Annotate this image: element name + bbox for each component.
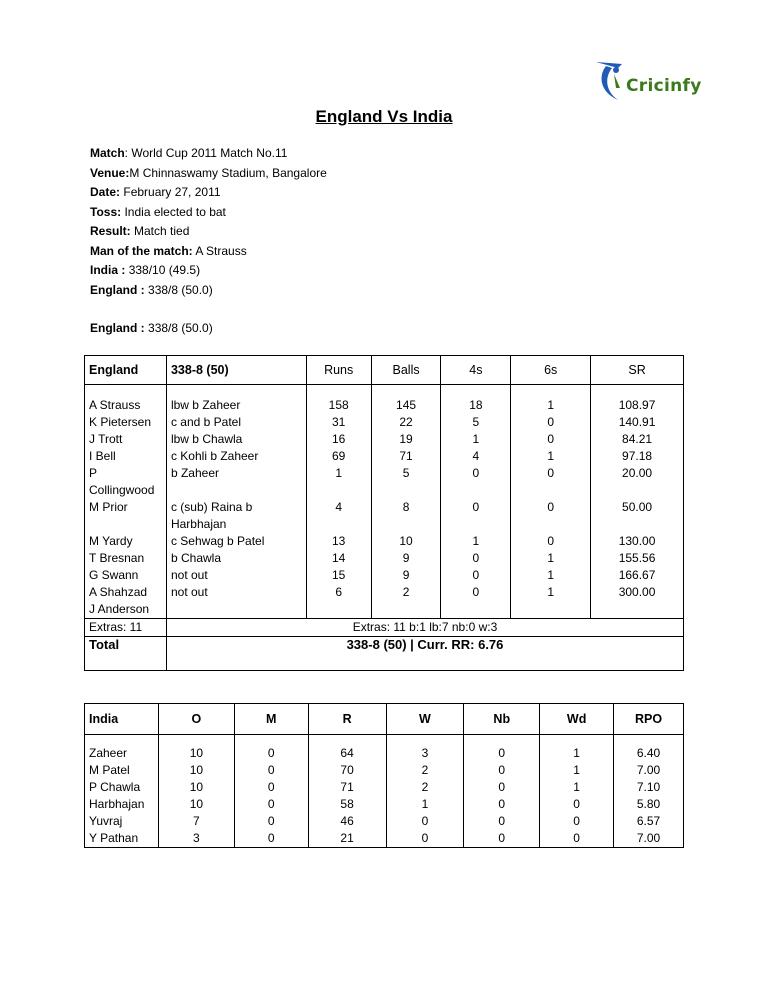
batting-row (85, 431, 684, 448)
col-header: Runs (306, 356, 371, 385)
strike-rate: 84.21 (591, 431, 684, 448)
balls: 145 (371, 397, 441, 414)
balls: 10 (371, 533, 441, 550)
batting-row (85, 414, 684, 431)
fours: 1 (441, 431, 511, 448)
runs-conceded: 46 (308, 813, 386, 830)
runs-conceded: 64 (308, 745, 386, 762)
meta-value: World Cup 2011 Match No.11 (131, 146, 288, 160)
batter-name: J Trott (85, 431, 167, 448)
batting-row (85, 550, 684, 567)
no-balls: 0 (464, 796, 540, 813)
meta-england-score (90, 281, 327, 301)
fours: 4 (441, 448, 511, 465)
batter-name: M Prior (85, 499, 167, 533)
batting-row (85, 601, 684, 619)
dismissal: not out (166, 567, 306, 584)
meta-label: Date: (90, 185, 121, 199)
sixes: 1 (511, 448, 591, 465)
meta-value: A Strauss (195, 243, 247, 258)
bowling-team: India (85, 704, 159, 735)
wides: 1 (540, 779, 614, 796)
maidens: 0 (234, 762, 308, 779)
sixes: 0 (511, 499, 591, 533)
runs: 69 (306, 448, 371, 465)
batting-team: England (85, 356, 167, 385)
bowling-header-row (85, 704, 684, 735)
balls: 22 (371, 414, 441, 431)
strike-rate: 108.97 (591, 397, 684, 414)
meta-india-score (90, 261, 327, 281)
dismissal: c Kohli b Zaheer (166, 448, 306, 465)
extras-row (85, 619, 684, 637)
balls: 2 (371, 584, 441, 601)
maidens: 0 (234, 830, 308, 848)
extras-label: Extras: 11 (85, 619, 167, 637)
fours: 0 (441, 550, 511, 567)
batting-row (85, 499, 684, 533)
fours: 5 (441, 414, 511, 431)
overs: 7 (158, 813, 234, 830)
batter-name: A Strauss (85, 397, 167, 414)
wickets: 2 (386, 779, 464, 796)
col-header: Balls (371, 356, 441, 385)
wides: 0 (540, 796, 614, 813)
fours: 0 (441, 584, 511, 601)
bowler-name: P Chawla (85, 779, 159, 796)
strike-rate: 300.00 (591, 584, 684, 601)
runs: 16 (306, 431, 371, 448)
wickets: 0 (386, 830, 464, 848)
dismissal: b Zaheer (166, 465, 306, 499)
sixes: 0 (511, 431, 591, 448)
rpo: 5.80 (614, 796, 684, 813)
dismissal: b Chawla (166, 550, 306, 567)
meta-date (90, 183, 327, 203)
logo-text: Cricinfy (626, 76, 702, 96)
batter-name: P Collingwood (85, 465, 167, 499)
wides: 1 (540, 762, 614, 779)
col-header: RPO (614, 704, 684, 735)
strike-rate: 166.67 (591, 567, 684, 584)
sixes: 0 (511, 414, 591, 431)
fours: 0 (441, 465, 511, 499)
maidens: 0 (234, 813, 308, 830)
col-header: 4s (441, 356, 511, 385)
innings-label: England : (90, 321, 145, 335)
sixes: 1 (511, 397, 591, 414)
batter-name: M Yardy (85, 533, 167, 550)
balls: 9 (371, 550, 441, 567)
no-balls: 0 (464, 779, 540, 796)
runs-conceded: 70 (308, 762, 386, 779)
meta-value: M Chinnaswamy Stadium, Bangalore (129, 165, 327, 180)
bowler-name: Y Pathan (85, 830, 159, 848)
batter-name: J Anderson (85, 601, 167, 619)
wides: 0 (540, 813, 614, 830)
wickets: 0 (386, 813, 464, 830)
batting-header-row (85, 356, 684, 385)
runs: 31 (306, 414, 371, 431)
dismissal: c Sehwag b Patel (166, 533, 306, 550)
overs: 10 (158, 796, 234, 813)
runs (306, 601, 371, 619)
strike-rate: 130.00 (591, 533, 684, 550)
batter-name: G Swann (85, 567, 167, 584)
no-balls: 0 (464, 745, 540, 762)
meta-match: Match: World Cup 2011 Match No.11 (90, 146, 288, 160)
bowling-row (85, 745, 684, 762)
dismissal (166, 601, 306, 619)
bowling-row (85, 779, 684, 796)
total-row (85, 637, 684, 671)
rpo: 6.40 (614, 745, 684, 762)
wickets: 1 (386, 796, 464, 813)
dismissal: lbw b Chawla (166, 431, 306, 448)
batting-row (85, 567, 684, 584)
batter-name: I Bell (85, 448, 167, 465)
bowling-row (85, 796, 684, 813)
strike-rate: 20.00 (591, 465, 684, 499)
bowling-row (85, 830, 684, 848)
bowling-row (85, 762, 684, 779)
dismissal: not out (166, 584, 306, 601)
col-header: W (386, 704, 464, 735)
balls: 19 (371, 431, 441, 448)
bowler-name: Harbhajan (85, 796, 159, 813)
rpo: 6.57 (614, 813, 684, 830)
runs: 6 (306, 584, 371, 601)
overs: 10 (158, 745, 234, 762)
fours: 1 (441, 533, 511, 550)
runs-conceded: 71 (308, 779, 386, 796)
meta-label: England : (90, 282, 145, 297)
col-header: M (234, 704, 308, 735)
meta-label: Result: (90, 224, 131, 238)
strike-rate: 97.18 (591, 448, 684, 465)
bowler-name: Zaheer (85, 745, 159, 762)
bowler-name: Yuvraj (85, 813, 159, 830)
col-header: O (158, 704, 234, 735)
fours: 18 (441, 397, 511, 414)
rpo: 7.10 (614, 779, 684, 796)
meta-value: February 27, 2011 (123, 185, 221, 199)
strike-rate: 50.00 (591, 499, 684, 533)
sixes: 1 (511, 567, 591, 584)
maidens: 0 (234, 796, 308, 813)
total-value: 338-8 (50) | Curr. RR: 6.76 (166, 637, 683, 671)
col-header: Wd (540, 704, 614, 735)
innings-value: 338/8 (50.0) (148, 321, 213, 335)
batting-row (85, 397, 684, 414)
total-label: Total (85, 637, 167, 671)
batting-row (85, 465, 684, 499)
wickets: 2 (386, 762, 464, 779)
overs: 10 (158, 762, 234, 779)
runs: 13 (306, 533, 371, 550)
fours (441, 601, 511, 619)
dismissal: lbw b Zaheer (166, 397, 306, 414)
rpo: 7.00 (614, 830, 684, 848)
balls: 71 (371, 448, 441, 465)
overs: 3 (158, 830, 234, 848)
meta-value: India elected to bat (124, 204, 226, 219)
strike-rate: 140.91 (591, 414, 684, 431)
bowling-row (85, 813, 684, 830)
no-balls: 0 (464, 830, 540, 848)
meta-label: Match (90, 146, 125, 160)
runs: 14 (306, 550, 371, 567)
col-header: SR (591, 356, 684, 385)
wickets: 3 (386, 745, 464, 762)
wides: 1 (540, 745, 614, 762)
runs-conceded: 58 (308, 796, 386, 813)
balls (371, 601, 441, 619)
meta-toss (90, 203, 327, 223)
col-header: R (308, 704, 386, 735)
maidens: 0 (234, 745, 308, 762)
fours: 0 (441, 499, 511, 533)
runs-conceded: 21 (308, 830, 386, 848)
meta-value: 338/10 (49.5) (128, 263, 201, 277)
sixes: 0 (511, 465, 591, 499)
batting-scorecard (84, 355, 684, 671)
innings-line (90, 319, 327, 339)
batting-row (85, 533, 684, 550)
batter-name: A Shahzad (85, 584, 167, 601)
no-balls: 0 (464, 762, 540, 779)
meta-venue (90, 164, 327, 184)
maidens: 0 (234, 779, 308, 796)
meta-value: Match tied (134, 224, 190, 238)
col-header: 6s (511, 356, 591, 385)
balls: 9 (371, 567, 441, 584)
batting-score: 338-8 (50) (166, 356, 306, 385)
meta-result (90, 222, 327, 242)
meta-value: 338/8 (50.0) (148, 282, 213, 297)
sixes: 0 (511, 533, 591, 550)
sixes: 1 (511, 584, 591, 601)
batting-row (85, 448, 684, 465)
balls: 5 (371, 465, 441, 499)
meta-label: India : (90, 263, 126, 277)
batter-name: T Bresnan (85, 550, 167, 567)
meta-label: Venue: (90, 165, 130, 180)
meta-mom (90, 242, 327, 262)
dismissal: c and b Patel (166, 414, 306, 431)
wides: 0 (540, 830, 614, 848)
sixes: 1 (511, 550, 591, 567)
bowler-name: M Patel (85, 762, 159, 779)
runs: 4 (306, 499, 371, 533)
no-balls: 0 (464, 813, 540, 830)
meta-label: Man of the match: (90, 243, 193, 258)
balls: 8 (371, 499, 441, 533)
fours: 0 (441, 567, 511, 584)
overs: 10 (158, 779, 234, 796)
extras-detail: Extras: 11 b:1 lb:7 nb:0 w:3 (166, 619, 683, 637)
strike-rate (591, 601, 684, 619)
page-title: England Vs India (315, 107, 453, 126)
runs: 15 (306, 567, 371, 584)
runs: 158 (306, 397, 371, 414)
runs: 1 (306, 465, 371, 499)
batting-row (85, 584, 684, 601)
col-header: Nb (464, 704, 540, 735)
bowling-scorecard (84, 703, 684, 848)
batter-name: K Pietersen (85, 414, 167, 431)
dismissal: c (sub) Raina b Harbhajan (166, 499, 306, 533)
meta-label: Toss: (90, 204, 122, 219)
sixes (511, 601, 591, 619)
rpo: 7.00 (614, 762, 684, 779)
strike-rate: 155.56 (591, 550, 684, 567)
match-info (90, 144, 327, 339)
